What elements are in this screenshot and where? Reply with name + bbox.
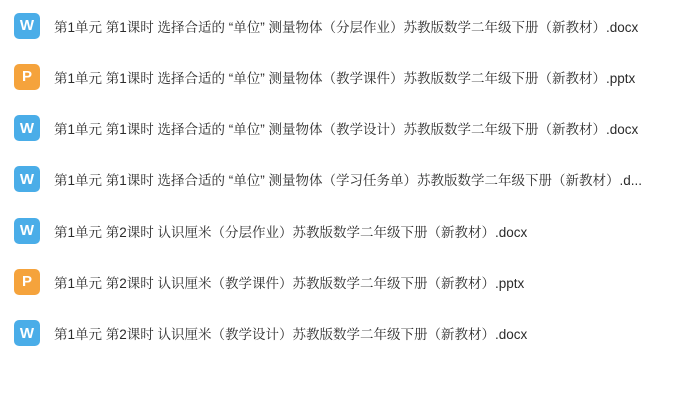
file-name-label: 第1单元 第1课时 选择合适的 “单位” 测量物体（分层作业）苏教版数学二年级下册（新教材）.docx [54, 19, 639, 35]
file-name-label: 第1单元 第1课时 选择合适的 “单位” 测量物体（教学课件）苏教版数学二年级下册（新教材）.pptx [54, 70, 636, 86]
powerpoint-document-icon: P [14, 269, 40, 295]
file-list-item[interactable] [0, 0, 692, 51]
powerpoint-document-icon: P [14, 64, 40, 90]
file-name-label: 第1单元 第1课时 选择合适的 “单位” 测量物体（学习任务单）苏教版数学二年级下册（新教材）.d... [54, 173, 643, 189]
file-list-item[interactable] [0, 103, 692, 154]
word-document-icon: W [14, 320, 40, 346]
word-document-icon: W [14, 166, 40, 192]
file-list-item[interactable] [0, 154, 692, 205]
word-document-icon: W [14, 13, 40, 39]
file-list-item[interactable] [0, 308, 692, 359]
word-document-icon: W [14, 218, 40, 244]
file-name-label: 第1单元 第2课时 认识厘米（分层作业）苏教版数学二年级下册（新教材）.docx [54, 224, 528, 240]
file-list-item[interactable] [0, 51, 692, 102]
word-document-icon: W [14, 115, 40, 141]
file-name-label: 第1单元 第2课时 认识厘米（教学设计）苏教版数学二年级下册（新教材）.docx [54, 327, 528, 343]
file-name-label: 第1单元 第1课时 选择合适的 “单位” 测量物体（教学设计）苏教版数学二年级下册（新教材）.docx [54, 122, 639, 138]
file-list-item[interactable] [0, 205, 692, 256]
file-list-item[interactable] [0, 256, 692, 307]
file-name-label: 第1单元 第2课时 认识厘米（教学课件）苏教版数学二年级下册（新教材）.pptx [54, 275, 525, 291]
